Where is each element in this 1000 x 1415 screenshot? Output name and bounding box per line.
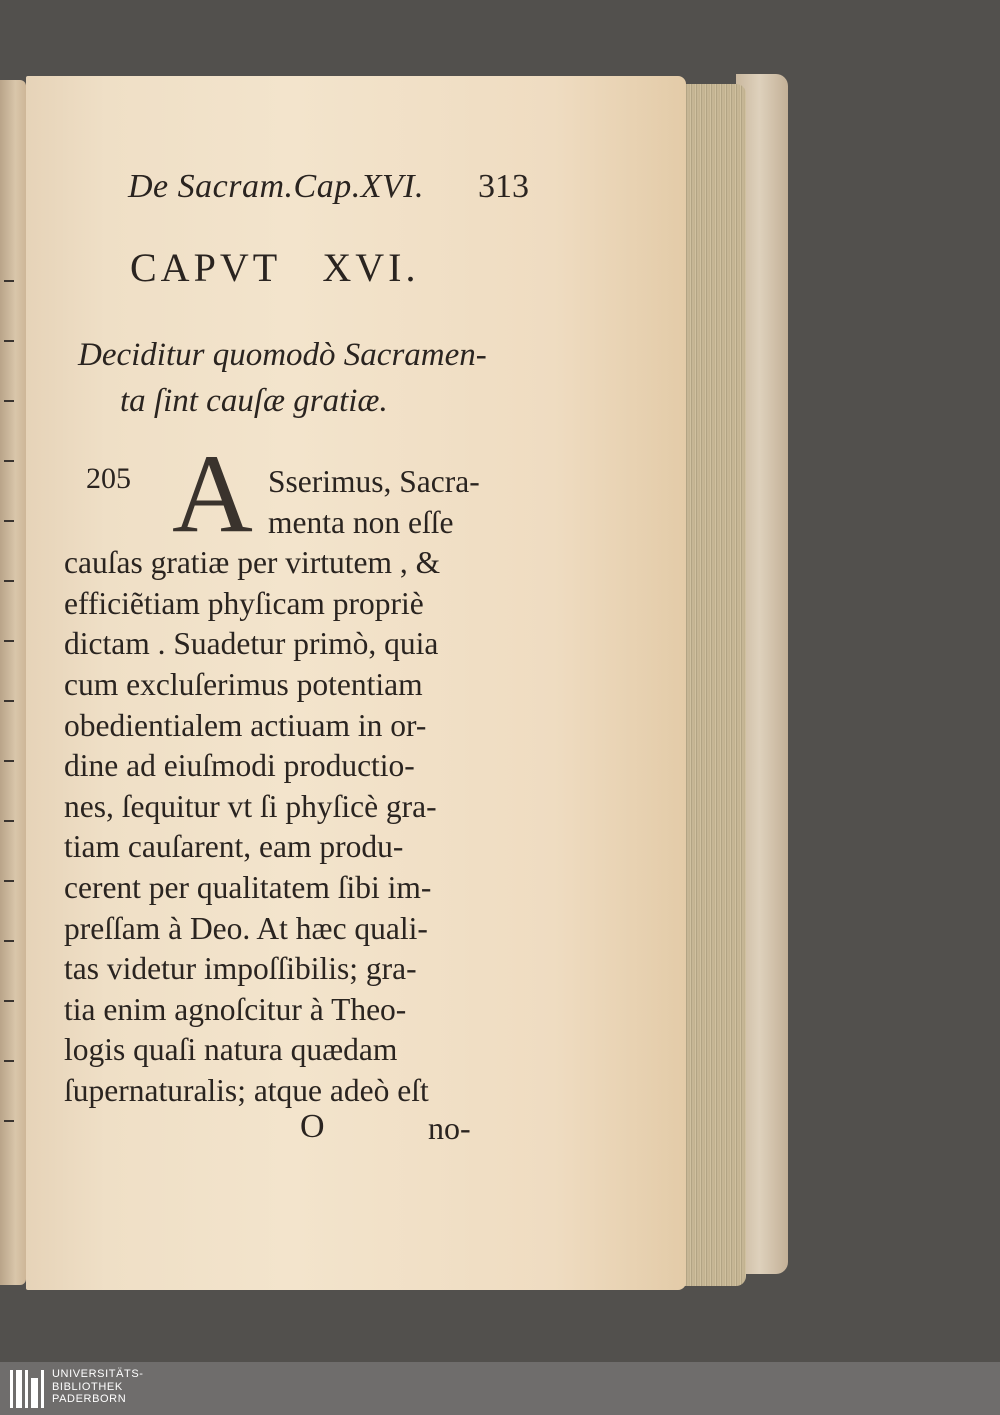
body-line: efficiẽtiam phyſicam propriè [64, 585, 424, 621]
left-page-text-marks [4, 280, 18, 1180]
body-line: menta non eſſe [268, 504, 454, 540]
subtitle-line: ta ſint cauſæ gratiæ. [120, 383, 388, 419]
library-name-line: BIBLIOTHEK [52, 1380, 123, 1393]
body-line: Sserimus, Sacra- [268, 464, 480, 499]
library-footer-bar [0, 1362, 1000, 1415]
page-block-edges [676, 84, 746, 1286]
body-line: nes, ſequitur vt ſi phyſicè gra- [64, 788, 437, 824]
body-line: tiam cauſarent, eam produ- [64, 829, 404, 865]
catchword: no- [428, 1110, 471, 1146]
library-name [52, 1368, 144, 1406]
running-head: De Sacram.Cap.XVI. [128, 168, 425, 205]
body-line: dictam . Suadetur primò, quia [64, 626, 439, 662]
signature-mark: O [300, 1108, 325, 1145]
body-line: cum excluſerimus potentiam [64, 666, 423, 702]
body-line: preſſam à Deo. At hæc quali- [64, 910, 428, 946]
body-line: logis quaſi natura quædam [64, 1032, 398, 1068]
body-line: cauſas gratiæ per virtutem , & [64, 545, 441, 581]
body-line: tas videtur impoſſibilis; gra- [64, 951, 417, 987]
body-line: dine ad eiuſmodi productio- [64, 748, 415, 784]
drop-cap: A [172, 432, 253, 556]
body-line: tia enim agnoſcitur à Theo- [64, 991, 407, 1027]
body-line: ſupernaturalis; atque adeò eſt [64, 1072, 429, 1108]
library-barcode-logo-icon [10, 1370, 48, 1408]
left-page-edge [0, 80, 26, 1285]
body-text [64, 462, 532, 1112]
library-name-line: PADERBORN [52, 1393, 127, 1405]
subtitle-line: Deciditur quomodò Sacramen- [78, 337, 487, 373]
page-number: 313 [478, 168, 529, 205]
chapter-title: CAPVT XVI. [130, 245, 420, 290]
body-line: obedientialem actiuam in or- [64, 707, 427, 743]
body-line: cerent per qualitatem ſibi im- [64, 869, 432, 905]
chapter-subtitle [78, 332, 548, 424]
section-number: 205 [86, 462, 131, 495]
library-name-line: UNIVERSITÄTS- [52, 1368, 144, 1380]
